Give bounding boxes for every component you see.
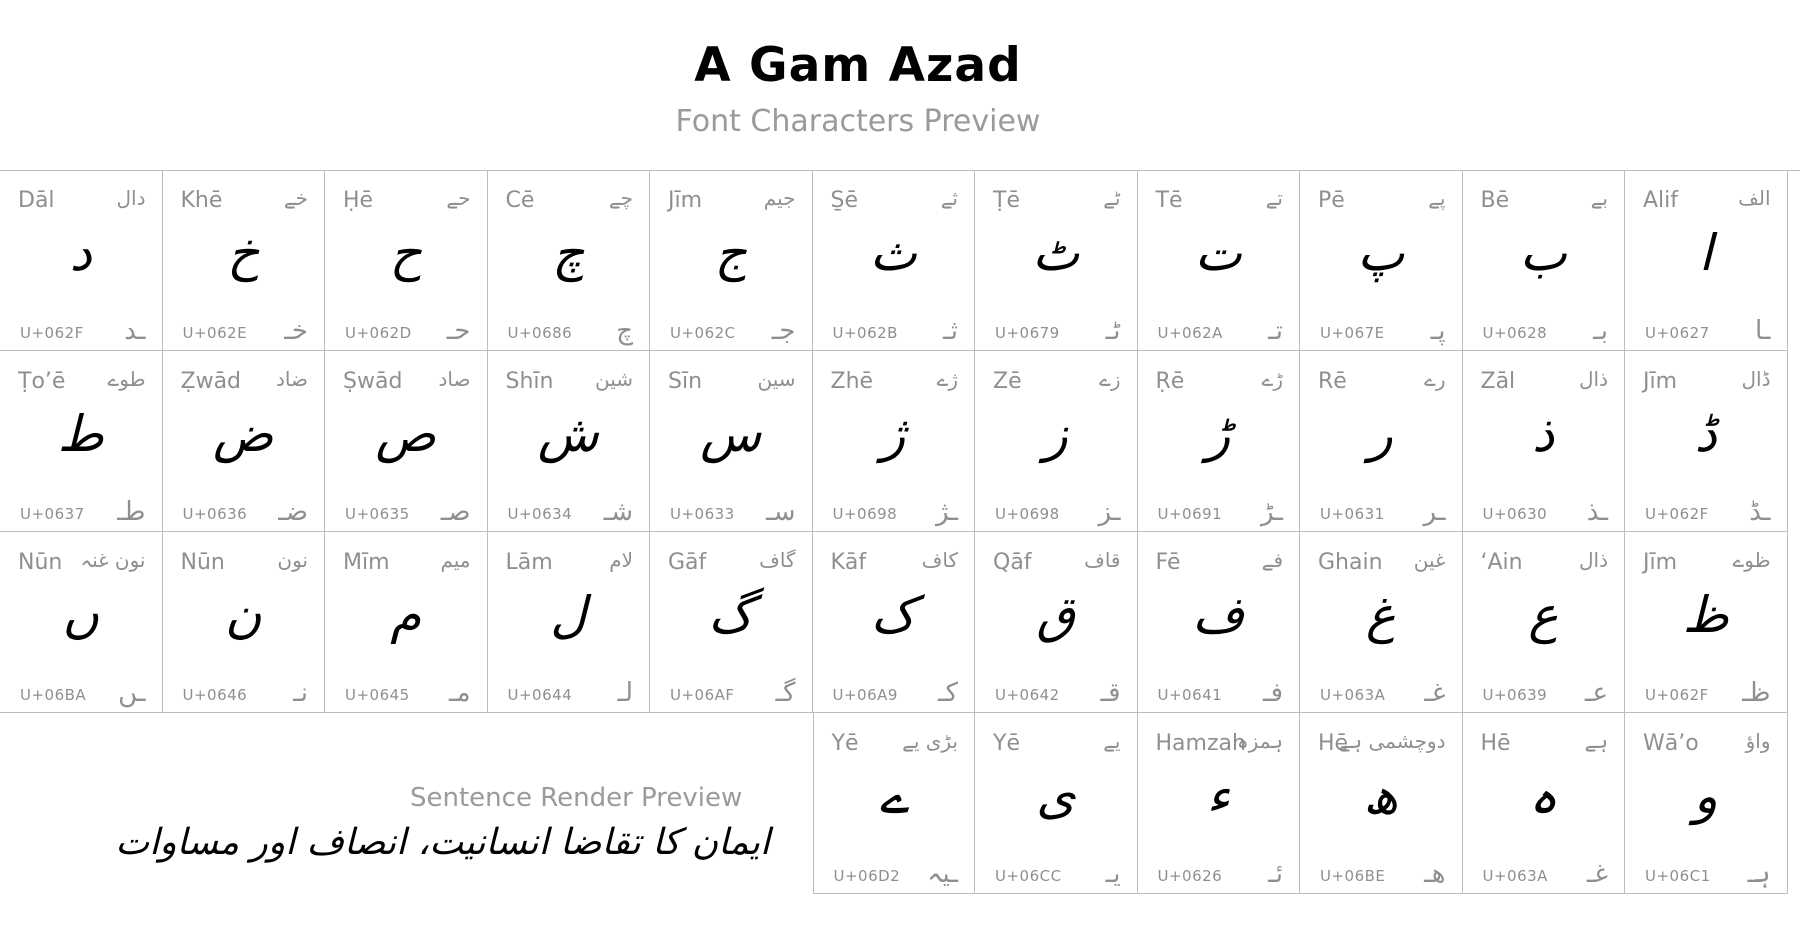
char-urdu-name: ٹے [1103, 186, 1121, 210]
char-isolated-form: ـذ [1586, 497, 1608, 527]
char-codepoint: U+062E [182, 324, 248, 342]
char-glyph: گ [708, 586, 754, 644]
char-isolated-form: صـ [440, 497, 471, 527]
char-isolated-form: غـ [1586, 859, 1608, 889]
char-codepoint: U+0679 [995, 324, 1060, 342]
char-latin-name: Tē [1155, 188, 1183, 213]
char-codepoint: U+06D2 [833, 867, 901, 885]
char-cell [1138, 351, 1301, 532]
char-cell [1138, 532, 1301, 713]
char-glyph: د [69, 224, 92, 282]
char-glyph: ب [1519, 224, 1567, 282]
char-cell [650, 351, 813, 532]
char-cell [0, 532, 163, 713]
char-cell [975, 532, 1138, 713]
char-codepoint: U+0646 [182, 686, 248, 704]
char-codepoint: U+0628 [1482, 324, 1548, 342]
char-isolated-form: جـ [771, 316, 796, 346]
char-cell [813, 351, 976, 532]
char-glyph: ز [1043, 405, 1068, 463]
char-isolated-form: ـڈ [1749, 497, 1771, 527]
char-urdu-name: ڑے [1261, 367, 1283, 391]
char-isolated-form: خـ [284, 316, 308, 346]
char-glyph: ق [1036, 586, 1076, 644]
char-cell [650, 532, 813, 713]
char-cell [1463, 532, 1626, 713]
char-latin-name: Nūn [180, 550, 225, 575]
char-cell [1300, 351, 1463, 532]
char-codepoint: U+0686 [507, 324, 573, 342]
char-latin-name: Dāl [18, 188, 55, 213]
char-glyph: ذ [1532, 405, 1555, 463]
char-latin-name: Jīm [1643, 550, 1678, 575]
char-cell [1300, 532, 1463, 713]
char-glyph: ر [1368, 405, 1393, 463]
char-urdu-name: گاف [759, 548, 796, 572]
char-cell [813, 532, 976, 713]
char-urdu-name: فے [1261, 548, 1283, 572]
char-isolated-form: لـ [617, 678, 633, 708]
char-codepoint: U+067E [1320, 324, 1385, 342]
char-latin-name: Qāf [993, 550, 1032, 575]
char-glyph: ے [879, 767, 909, 825]
char-glyph: ط [57, 405, 104, 463]
char-codepoint: U+0627 [1645, 324, 1710, 342]
char-glyph: چ [552, 224, 585, 282]
char-codepoint: U+0637 [20, 505, 85, 523]
char-cell [325, 351, 488, 532]
char-cell [975, 351, 1138, 532]
char-codepoint: U+0639 [1482, 686, 1548, 704]
char-isolated-form: ـڑ [1261, 497, 1283, 527]
char-urdu-name: ضاد [276, 367, 308, 391]
char-latin-name: Yē [831, 731, 859, 756]
char-glyph: ع [1528, 586, 1559, 644]
char-latin-name: Zhē [830, 369, 874, 394]
char-cell [975, 170, 1138, 351]
page-subtitle: Font Characters Preview [675, 104, 1041, 139]
char-urdu-name: خے [283, 186, 308, 210]
char-glyph: خ [227, 224, 260, 282]
char-urdu-name: ژے [936, 367, 958, 391]
char-latin-name: Hamzah [1155, 731, 1246, 756]
char-glyph: ڑ [1206, 405, 1231, 463]
char-isolated-form: مـ [448, 678, 471, 708]
char-glyph: ن [224, 586, 262, 644]
char-glyph: م [390, 586, 422, 644]
char-glyph: ض [213, 405, 274, 463]
char-cell [813, 170, 976, 351]
char-isolated-form: قـ [1100, 678, 1121, 708]
sentence-preview-label: Sentence Render Preview [410, 783, 743, 813]
char-codepoint: U+0626 [1157, 867, 1223, 885]
char-cell [325, 170, 488, 351]
char-glyph: ج [714, 224, 747, 282]
char-codepoint: U+06BA [20, 686, 87, 704]
char-isolated-form: چ [616, 316, 633, 346]
char-urdu-name: بے [1590, 186, 1608, 210]
char-urdu-name: زے [1099, 367, 1121, 391]
char-urdu-name: ہمزہ [1236, 729, 1283, 753]
char-codepoint: U+062F [20, 324, 84, 342]
char-latin-name: Bē [1480, 188, 1510, 213]
char-latin-name: Kāf [830, 550, 867, 575]
char-urdu-name: تے [1265, 186, 1283, 210]
char-urdu-name: یے [1103, 729, 1121, 753]
char-isolated-form: ظـ [1742, 678, 1771, 708]
char-urdu-name: قاف [1084, 548, 1121, 572]
char-latin-name: S̱ē [830, 188, 858, 213]
char-latin-name: Jīm [1643, 369, 1678, 394]
char-codepoint: U+0644 [507, 686, 573, 704]
char-urdu-name: لام [609, 548, 633, 572]
char-isolated-form: ـر [1423, 497, 1446, 527]
char-glyph: ظ [1682, 586, 1729, 644]
char-codepoint: U+0698 [995, 505, 1060, 523]
char-codepoint: U+062D [345, 324, 412, 342]
char-latin-name: Pē [1318, 188, 1345, 213]
char-latin-name: Yē [993, 731, 1020, 756]
char-isolated-form: ـں [118, 678, 146, 708]
char-urdu-name: شین [594, 367, 633, 391]
char-cell [1300, 170, 1463, 351]
char-isolated-form: بـ [1593, 316, 1608, 346]
char-cell [163, 170, 326, 351]
char-latin-name: Wā’o [1643, 731, 1699, 756]
char-isolated-form: ـد [124, 316, 146, 346]
char-cell [1463, 170, 1626, 351]
char-codepoint: U+0634 [507, 505, 573, 523]
char-isolated-form: غـ [1424, 678, 1446, 708]
char-urdu-name: دال [116, 186, 146, 210]
char-isolated-form: تـ [1268, 316, 1283, 346]
char-isolated-form: ضـ [278, 497, 308, 527]
char-codepoint: U+0641 [1157, 686, 1223, 704]
char-latin-name: Zāl [1480, 369, 1516, 394]
char-latin-name: Hē [1480, 731, 1511, 756]
char-latin-name: Ghain [1318, 550, 1383, 575]
char-glyph: ں [62, 586, 100, 644]
char-isolated-form: ٹـ [1105, 316, 1121, 346]
char-codepoint: U+06AF [670, 686, 735, 704]
char-urdu-name: نون [277, 548, 308, 572]
char-glyph: ث [869, 224, 917, 282]
char-glyph: ھ [1363, 767, 1399, 825]
char-latin-name: Mīm [343, 550, 390, 575]
char-codepoint: U+0630 [1482, 505, 1548, 523]
char-urdu-name: الف [1738, 186, 1771, 210]
char-cell [0, 351, 163, 532]
char-urdu-name: جیم [763, 186, 796, 210]
char-isolated-form: ـا [1754, 316, 1771, 346]
char-urdu-name: نون غنہ [80, 548, 146, 572]
char-cell [1463, 713, 1626, 894]
char-glyph: ک [870, 586, 916, 644]
char-cell [1625, 170, 1788, 351]
char-urdu-name: میم [440, 548, 471, 572]
char-codepoint: U+0698 [832, 505, 898, 523]
char-codepoint: U+06BE [1320, 867, 1386, 885]
char-isolated-form: پـ [1430, 316, 1446, 346]
char-codepoint: U+062C [670, 324, 736, 342]
char-isolated-form: کـ [938, 678, 958, 708]
char-isolated-form: ثـ [943, 316, 958, 346]
char-latin-name: Zē [993, 369, 1022, 394]
char-urdu-name: ہے [1584, 729, 1608, 753]
char-urdu-name: بڑی یے [902, 729, 958, 753]
char-codepoint: U+06A9 [832, 686, 898, 704]
char-codepoint: U+062A [1157, 324, 1223, 342]
char-latin-name: Ṛē [1155, 369, 1185, 394]
char-glyph: ح [389, 224, 422, 282]
char-isolated-form: سـ [766, 497, 796, 527]
char-latin-name: Ṭo’ē [18, 369, 66, 394]
page-title: A Gam Azad [694, 38, 1022, 93]
char-glyph: ٹ [1032, 224, 1080, 282]
char-cell [325, 532, 488, 713]
char-isolated-form: ـیہ [927, 859, 958, 889]
char-urdu-name: پے [1428, 186, 1446, 210]
char-latin-name: Ṣwād [343, 369, 403, 394]
char-latin-name: Ẓwād [180, 369, 242, 394]
sentence-preview-text: ایمان کا تقاضا انسانیت، انصاف اور مساوات [115, 822, 770, 863]
char-cell [488, 532, 651, 713]
char-urdu-name: ذال [1579, 367, 1608, 391]
char-isolated-form: ئـ [1268, 859, 1283, 889]
char-codepoint: U+0635 [345, 505, 410, 523]
char-codepoint: U+06C1 [1645, 867, 1711, 885]
char-glyph: ت [1194, 224, 1242, 282]
char-codepoint: U+062F [1645, 505, 1709, 523]
char-cell [163, 351, 326, 532]
char-isolated-form: شـ [603, 497, 633, 527]
char-latin-name: Ṭē [993, 188, 1020, 213]
char-glyph: ژ [881, 405, 906, 463]
char-isolated-form: نـ [293, 678, 308, 708]
char-isolated-form: طـ [117, 497, 146, 527]
char-latin-name: Alif [1643, 188, 1679, 213]
char-glyph: ہ [1528, 767, 1558, 825]
char-latin-name: Khē [180, 188, 223, 213]
char-isolated-form: فـ [1262, 678, 1283, 708]
char-latin-name: Lām [505, 550, 553, 575]
char-isolated-form: ـز [1098, 497, 1121, 527]
char-glyph: و [1693, 767, 1718, 825]
char-urdu-name: ثے [940, 186, 958, 210]
char-codepoint: U+0631 [1320, 505, 1385, 523]
char-latin-name: Shīn [505, 369, 554, 394]
char-cell [650, 170, 813, 351]
char-cell [1625, 532, 1788, 713]
char-codepoint: U+0642 [995, 686, 1060, 704]
char-cell [488, 170, 651, 351]
char-latin-name: Hē [1318, 731, 1349, 756]
char-urdu-name: رے [1424, 367, 1446, 391]
char-latin-name: Fē [1155, 550, 1181, 575]
char-glyph: غ [1365, 586, 1396, 644]
char-codepoint: U+06CC [995, 867, 1062, 885]
char-cell [0, 170, 163, 351]
char-latin-name: Nūn [18, 550, 63, 575]
char-urdu-name: حے [446, 186, 471, 210]
char-codepoint: U+0645 [345, 686, 410, 704]
char-urdu-name: ظوے [1732, 548, 1771, 572]
char-isolated-form: ـژ [936, 497, 958, 527]
char-isolated-form: گـ [775, 678, 796, 708]
char-latin-name: ‘Ain [1480, 550, 1523, 575]
char-codepoint: U+0633 [670, 505, 735, 523]
char-urdu-name: کاف [921, 548, 958, 572]
char-codepoint: U+0636 [182, 505, 248, 523]
char-glyph: ش [537, 405, 599, 463]
char-glyph: ص [375, 405, 436, 463]
char-urdu-name: دوچشمی ہے [1338, 729, 1446, 753]
char-cell [1625, 713, 1788, 894]
char-glyph: س [700, 405, 762, 463]
char-glyph: ڈ [1694, 405, 1717, 463]
char-urdu-name: ذال [1579, 548, 1608, 572]
char-codepoint: U+063A [1482, 867, 1548, 885]
char-cell [1625, 351, 1788, 532]
char-latin-name: Jīm [668, 188, 703, 213]
char-isolated-form: ہـ [1747, 859, 1771, 889]
char-cell [1463, 351, 1626, 532]
char-cell [488, 351, 651, 532]
char-isolated-form: یـ [1105, 859, 1121, 889]
char-glyph: ل [550, 586, 587, 644]
char-latin-name: Gāf [668, 550, 707, 575]
char-codepoint: U+062B [832, 324, 898, 342]
char-cell [163, 532, 326, 713]
char-cell [1138, 713, 1301, 894]
char-glyph: ف [1192, 586, 1245, 644]
char-urdu-name: سین [757, 367, 796, 391]
char-latin-name: Cē [505, 188, 535, 213]
char-cell [975, 713, 1138, 894]
char-glyph: ی [1036, 767, 1076, 825]
char-latin-name: Sīn [668, 369, 703, 394]
char-urdu-name: چے [608, 186, 633, 210]
char-urdu-name: واؤ [1745, 729, 1771, 753]
char-cell [1300, 713, 1463, 894]
char-urdu-name: ڈال [1741, 367, 1771, 391]
char-urdu-name: غین [1413, 548, 1446, 572]
char-codepoint: U+0691 [1157, 505, 1223, 523]
char-latin-name: Ḥē [343, 188, 374, 213]
char-isolated-form: عـ [1584, 678, 1608, 708]
char-urdu-name: صاد [438, 367, 471, 391]
char-codepoint: U+062F [1645, 686, 1709, 704]
char-latin-name: Rē [1318, 369, 1347, 394]
char-codepoint: U+063A [1320, 686, 1386, 704]
char-isolated-form: ھـ [1424, 859, 1446, 889]
char-urdu-name: طوے [107, 367, 146, 391]
char-glyph: پ [1357, 224, 1405, 282]
char-isolated-form: حـ [446, 316, 471, 346]
char-cell [1138, 170, 1301, 351]
char-glyph: ا [1698, 224, 1713, 282]
char-glyph: ء [1206, 767, 1230, 825]
char-cell [813, 713, 976, 894]
